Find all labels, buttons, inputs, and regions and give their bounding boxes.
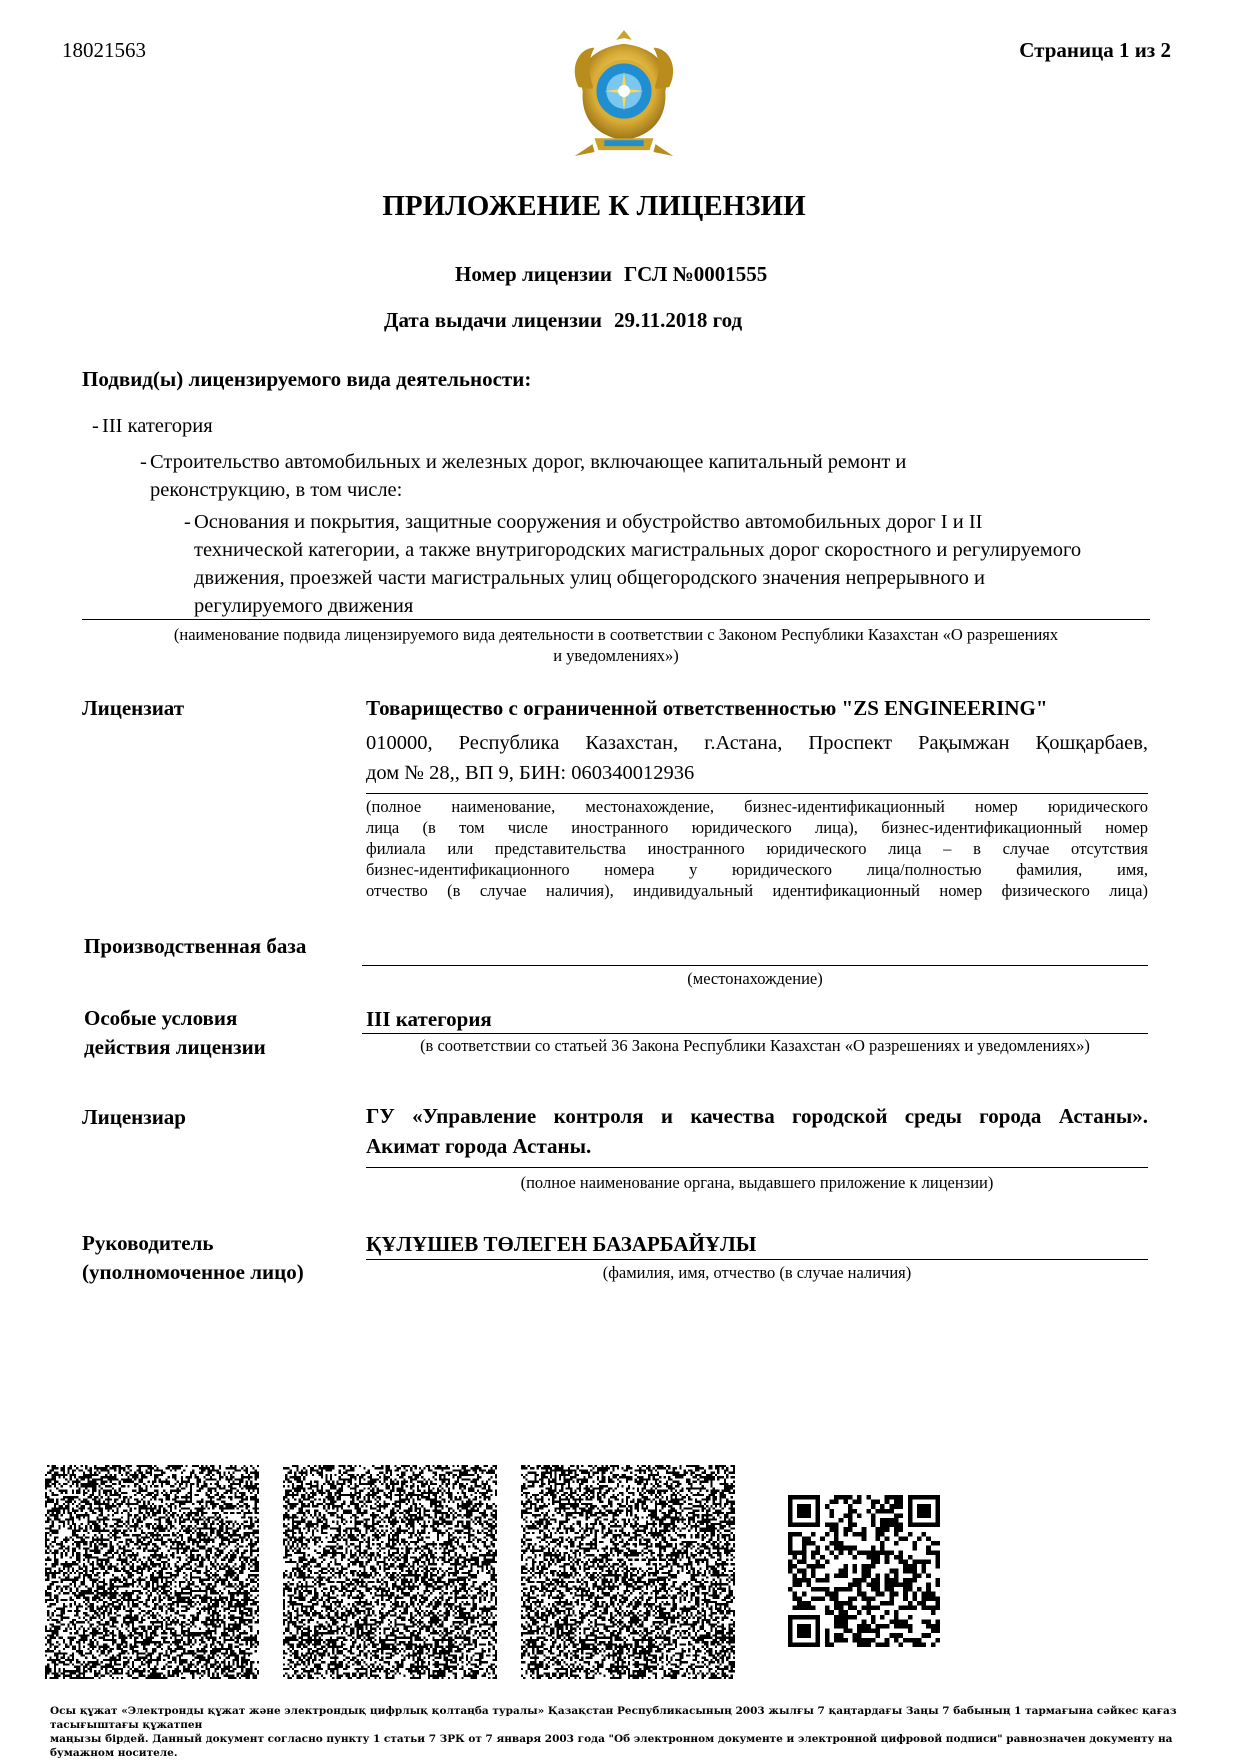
licensor-label: Лицензиар	[82, 1105, 186, 1129]
special-conditions-caption: (в соответствии со статьей 36 Закона Республики Казахстан «О разрешениях и уведомлениях»)	[420, 1036, 1090, 1055]
subtype-level2: - Строительство автомобильных и железных дорог, включающее капитальный ремонт и реконструкцию, в том числе:	[140, 451, 907, 501]
qr-code-icon	[788, 1495, 940, 1647]
license-date-label: Дата выдачи лицензии	[384, 308, 602, 332]
barcode-icon	[45, 1465, 259, 1679]
subtype-level1: - III категория	[92, 415, 213, 437]
subtype-level3: - Основания и покрытия, защитные сооружения и обустройство автомобильных дорог I и II технической категории, а также внутригородских магистральных дорог скоростного и регулируемого движения, проезжей части магистральных улиц общегородского значения непрерывного и регулируемого движения	[184, 511, 1082, 617]
subtypes-caption: (наименование подвида лицензируемого вида деятельности в соответствии с Законом Республики Казахстан «О разрешениях и уведомлениях»)	[173, 625, 1059, 665]
page-title: ПРИЛОЖЕНИЕ К ЛИЦЕНЗИИ	[382, 190, 806, 222]
document-number: 18021563	[62, 38, 146, 62]
production-base-divider	[362, 965, 1148, 966]
license-number-value: ГСЛ №0001555	[624, 262, 768, 286]
licensee-address: 010000, Республика Казахстан, г.Астана, Проспект Рақымжан Қошқарбаев,	[366, 732, 1148, 754]
license-date-value: 29.11.2018 год	[613, 308, 743, 332]
subtype-level3-text-4: регулируемого движения	[194, 595, 414, 617]
licensor-name-1: ГУ «Управление контроля и качества городской среды города Астаны».	[366, 1104, 1148, 1128]
barcode-icon	[521, 1465, 735, 1679]
licensor-caption: (полное наименование органа, выдавшего приложение к лицензии)	[520, 1173, 994, 1192]
subtype-level2-text-1: Строительство автомобильных и железных дорог, включающее капитальный ремонт и	[150, 451, 907, 473]
licensee-name: Товарищество с ограниченной ответственностью "ZS ENGINEERING"	[366, 696, 1048, 720]
subtype-level3-text-3: движения, проезжей части магистральных улиц общегородского значения непрерывного и	[194, 567, 986, 589]
license-number-line	[455, 262, 767, 287]
licensor-divider	[366, 1167, 1148, 1168]
head-label: Руководитель (уполномоченное лицо)	[82, 1231, 304, 1284]
head-name: ҚҰЛҰШЕВ ТӨЛЕГЕН БАЗАРБАЙҰЛЫ	[366, 1232, 757, 1256]
special-conditions-value: III категория	[366, 1007, 492, 1031]
special-conditions-divider	[362, 1033, 1148, 1034]
production-base-label: Производственная база	[84, 934, 307, 958]
licensee-address-2: дом № 28,, ВП 9, БИН: 060340012936	[366, 762, 695, 784]
production-base-caption: (местонахождение)	[687, 969, 823, 988]
legal-footer: Осы құжат «Электронды құжат және электрондық цифрлық қолтаңба туралы» Қазақстан Республикасының 2003 жылғы 7 қаңтардағы Заңы 7 бабының 1 тармағына сәйкес қағаз тасығыштағы құжатпен маңызы бірдей. Данный документ согласно пункту 1 статьи 7 ЗРК от 7 января 2003 года "Об электронном документе и электронной цифровой подписи" равнозначен документу на бумажном носителе.	[50, 1705, 1177, 1759]
state-emblem-icon	[565, 28, 683, 162]
subtypes-divider	[82, 619, 1150, 620]
subtype-level1-text: III категория	[102, 415, 213, 437]
subtype-level3-text-2: технической категории, а также внутригородских магистральных дорог скоростного и регулируемого	[194, 539, 1082, 561]
special-conditions-label: Особые условия действия лицензии	[84, 1006, 266, 1059]
head-caption: (фамилия, имя, отчество (в случае наличия)	[602, 1263, 912, 1282]
licensee-label: Лицензиат	[82, 696, 185, 720]
subtype-level2-text-2: реконструкцию, в том числе:	[150, 479, 403, 501]
license-number-label: Номер лицензии	[455, 262, 613, 286]
page-indicator: Страница 1 из 2	[1019, 38, 1171, 62]
subtype-level3-text-1: Основания и покрытия, защитные сооружения и обустройство автомобильных дорог I и II	[194, 511, 983, 533]
subtypes-heading: Подвид(ы) лицензируемого вида деятельности:	[82, 367, 532, 391]
licensee-caption: (полное наименование, местонахождение, бизнес-идентификационный номер юридического лица (в том числе иностранного юридического лица), бизнес-идентификационный номер филиала или представительства иностранного юридического лица – в случае отсутствия бизнес-идентификационного номера у юридического лица/полностью фамилия, имя, отчество (в случае наличия), индивидуальный идентификационный номер физического лица)	[366, 797, 1148, 900]
licensee-divider	[366, 793, 1148, 794]
head-divider	[366, 1259, 1148, 1260]
licensor-name-2: Акимат города Астаны.	[366, 1134, 592, 1158]
license-date-line	[384, 308, 742, 333]
barcode-icon	[283, 1465, 497, 1679]
